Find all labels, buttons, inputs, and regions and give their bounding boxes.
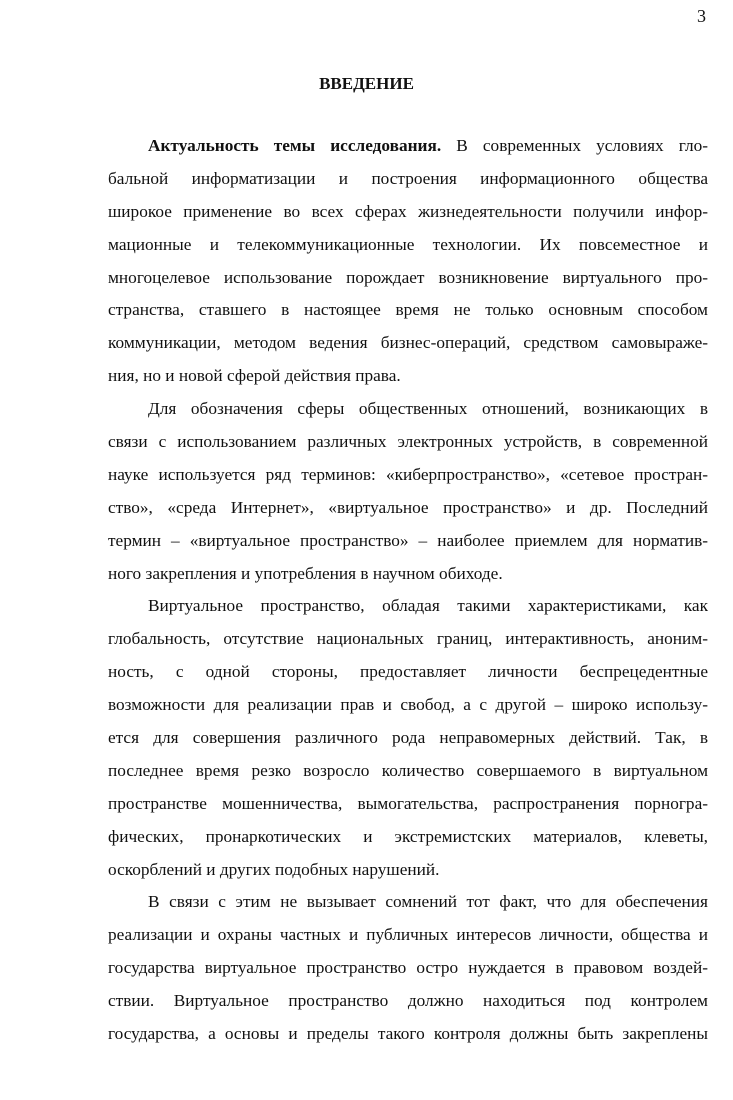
text-line: [108, 659, 708, 692]
text-line: [108, 330, 708, 363]
line-text: пространстве мошенничества, вымогательства, распространения порногра-: [108, 793, 708, 813]
text-line: [108, 593, 708, 626]
text-line: [108, 889, 708, 922]
text-line: [108, 429, 708, 462]
line-text: реализации и охраны частных и публичных интересов личности, общества и: [108, 925, 708, 945]
text-line: [108, 955, 708, 988]
line-text: ство», «среда Интернет», «виртуальное пространство» и др. Последний: [108, 497, 708, 517]
text-line: [108, 692, 708, 725]
document-body: [108, 133, 708, 1054]
line-text: широкое применение во всех сферах жизнедеятельности получили инфор-: [108, 201, 708, 221]
text-line: [108, 922, 708, 955]
text-line: [108, 495, 708, 528]
line-text: многоцелевое использование порождает возникновение виртуального про-: [108, 267, 708, 287]
text-line: [108, 462, 708, 495]
line-text: странства, ставшего в настоящее время не только основным способом: [108, 300, 708, 320]
line-text: государства виртуальное пространство остро нуждается в правовом воздей-: [108, 958, 708, 978]
lead-bold-text: Актуальность темы исследования.: [148, 136, 442, 155]
section-title: ВВЕДЕНИЕ: [319, 74, 414, 93]
line-text: В связи с этим не вызывает сомнений тот факт, что для обеспечения: [148, 892, 708, 912]
text-line: [108, 528, 708, 561]
line-text: Виртуальное пространство, обладая такими характеристиками, как: [148, 596, 708, 616]
line-text: оскорблений и других подобных нарушений.: [108, 859, 440, 879]
line-text: глобальность, отсутствие национальных границ, интерактивность, аноним-: [108, 629, 708, 649]
line-text: ется для совершения различного рода неправомерных действий. Так, в: [108, 728, 708, 748]
line-text: ствии. Виртуальное пространство должно находиться под контролем: [108, 991, 708, 1011]
text-line: [108, 626, 708, 659]
line-text: коммуникации, методом ведения бизнес-операций, средством самовыраже-: [108, 333, 708, 353]
text-line: [108, 725, 708, 758]
text-line: [108, 824, 708, 857]
line-text: возможности для реализации прав и свобод, а с другой – широко использу-: [108, 695, 708, 715]
paragraph: [108, 593, 708, 889]
text-line: [108, 363, 708, 396]
text-line: [108, 857, 708, 890]
line-text: термин – «виртуальное пространство» – наиболее приемлем для норматив-: [108, 530, 708, 550]
paragraph: [108, 396, 708, 593]
text-line: [108, 133, 708, 166]
text-line: [108, 297, 708, 330]
page-number: 3: [697, 6, 706, 26]
line-text: науке используется ряд терминов: «киберпространство», «сетевое простран-: [108, 464, 708, 484]
line-text: государства, а основы и пределы такого контроля должны быть закреплены: [108, 1024, 708, 1044]
paragraph: [108, 889, 708, 1053]
line-text: Для обозначения сферы общественных отношений, возникающих в: [148, 399, 708, 419]
text-line: [108, 1021, 708, 1054]
line-text: ного закрепления и употребления в научном обиходе.: [108, 563, 503, 583]
text-line: [108, 988, 708, 1021]
line-text: В современных условиях гло-: [456, 136, 708, 155]
text-line: [108, 265, 708, 298]
line-text: связи с использованием различных электронных устройств, в современной: [108, 432, 708, 452]
text-line: [108, 199, 708, 232]
text-line: [108, 166, 708, 199]
line-text: последнее время резко возросло количество совершаемого в виртуальном: [108, 760, 708, 780]
line-text: ность, с одной стороны, предоставляет личности беспрецедентные: [108, 662, 708, 682]
text-line: [108, 758, 708, 791]
line-text: фических, пронаркотических и экстремистских материалов, клеветы,: [108, 826, 708, 846]
text-line: [108, 232, 708, 265]
line-text: ния, но и новой сферой действия права.: [108, 366, 401, 386]
text-line: [108, 396, 708, 429]
paragraph: [108, 133, 708, 396]
line-text: бальной информатизации и построения информационного общества: [108, 168, 708, 188]
text-line: [108, 561, 708, 594]
text-line: [108, 791, 708, 824]
line-text: мационные и телекоммуникационные технологии. Их повсеместное и: [108, 234, 708, 254]
